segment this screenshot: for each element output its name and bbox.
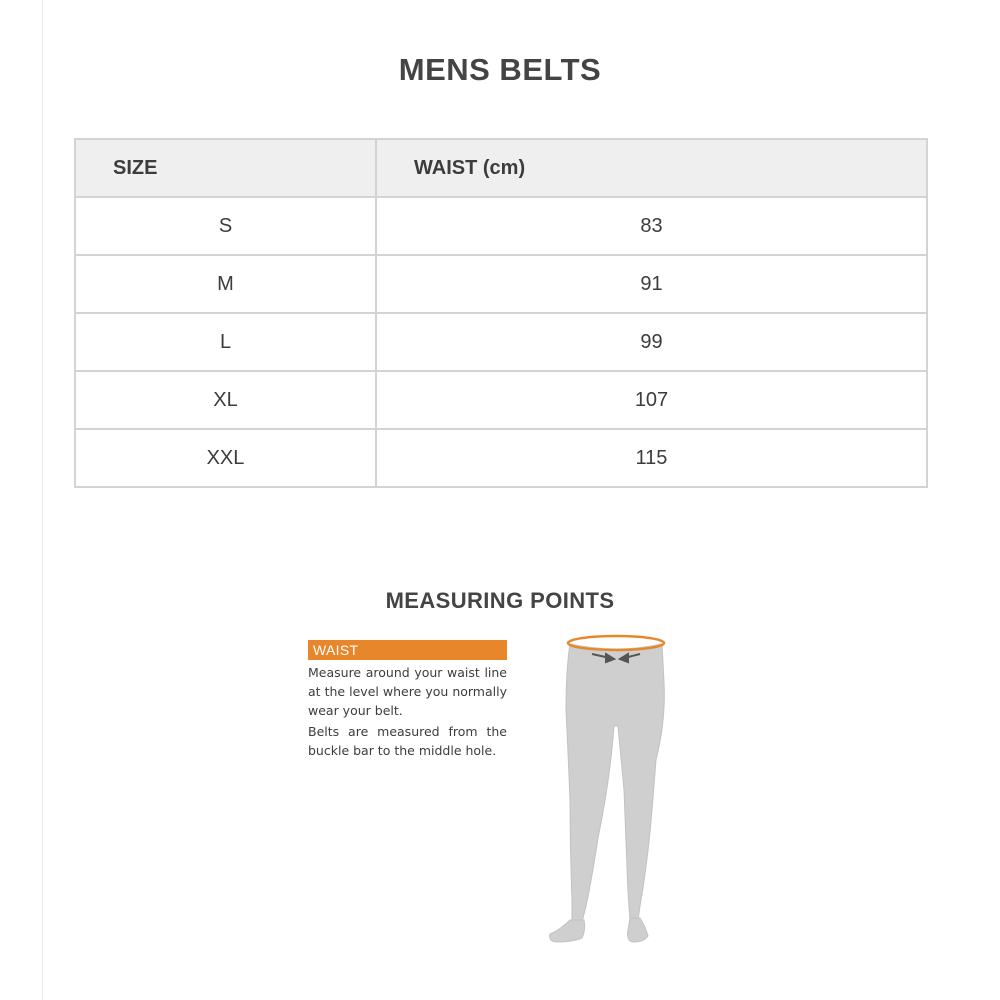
table-header-row bbox=[75, 139, 927, 197]
table-row bbox=[75, 429, 927, 487]
column-header-size: SIZE bbox=[75, 139, 376, 197]
size-chart-table bbox=[74, 138, 928, 488]
size-cell: L bbox=[75, 313, 376, 371]
waist-tag: WAIST bbox=[308, 640, 507, 660]
waist-cell: 115 bbox=[376, 429, 927, 487]
page-title: MENS BELTS bbox=[398, 52, 602, 87]
waist-cell: 91 bbox=[376, 255, 927, 313]
table-row bbox=[75, 371, 927, 429]
waist-measure-ellipse bbox=[568, 636, 664, 650]
waist-cell: 83 bbox=[376, 197, 927, 255]
left-divider bbox=[42, 0, 43, 1000]
size-cell: XXL bbox=[75, 429, 376, 487]
table-row bbox=[75, 255, 927, 313]
size-cell: S bbox=[75, 197, 376, 255]
table-row bbox=[75, 313, 927, 371]
table-row bbox=[75, 197, 927, 255]
waist-instruction: Measure around your waist line at the level where you normally wear your belt. bbox=[308, 665, 507, 718]
trousers-body bbox=[550, 644, 665, 942]
size-cell: M bbox=[75, 255, 376, 313]
size-cell: XL bbox=[75, 371, 376, 429]
column-header-waist: WAIST (cm) bbox=[376, 139, 927, 197]
trousers-silhouette-icon bbox=[536, 630, 696, 950]
waist-cell: 99 bbox=[376, 313, 927, 371]
belt-measure-note: Belts are measured from the buckle bar to the middle hole. bbox=[308, 724, 507, 758]
waist-cell: 107 bbox=[376, 371, 927, 429]
measuring-points-title: MEASURING POINTS bbox=[385, 588, 615, 613]
